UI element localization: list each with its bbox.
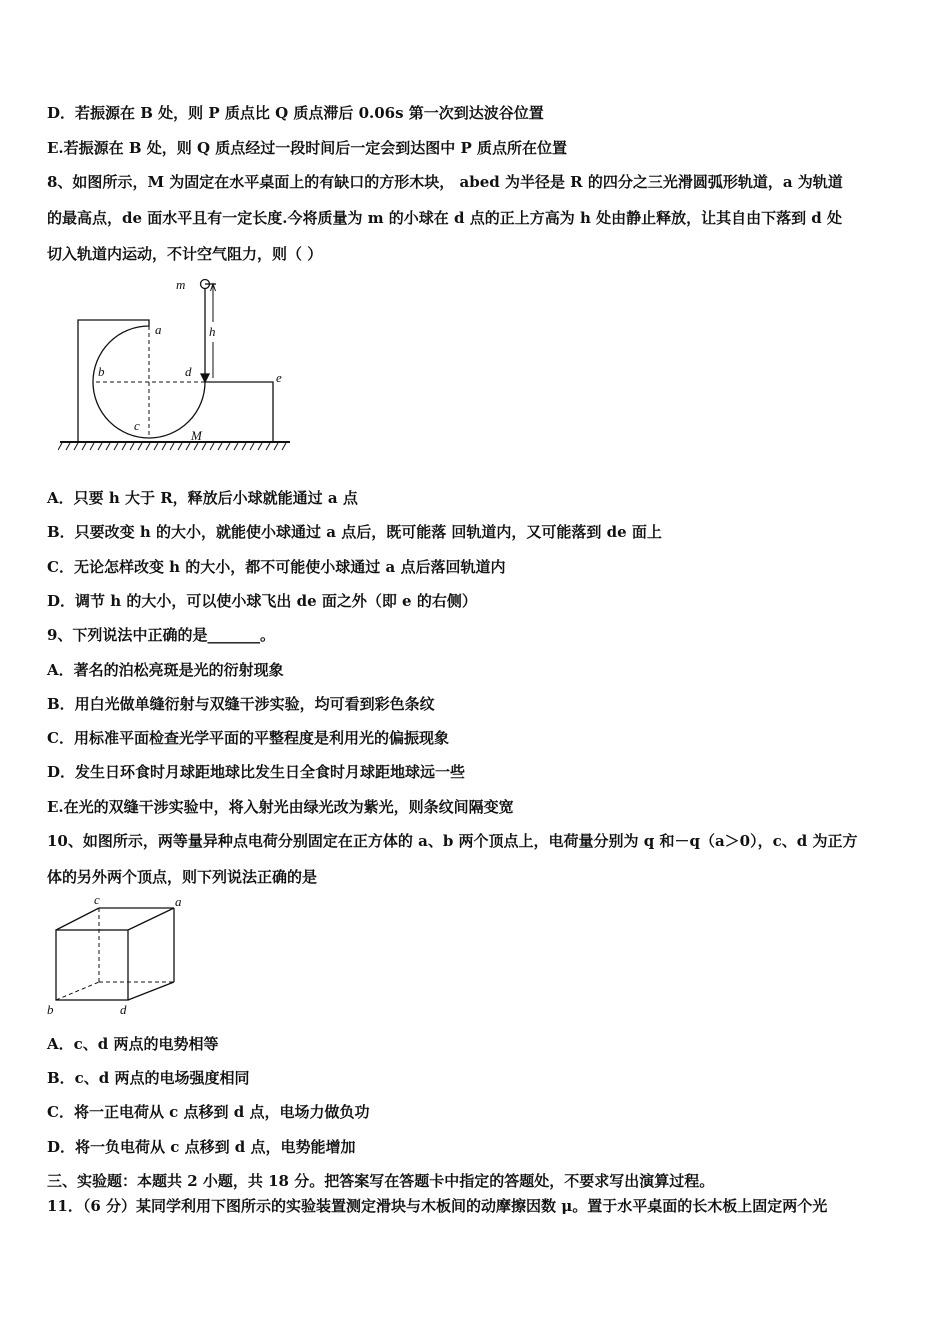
option-9e: E.在光的双缝干涉实验中，将入射光由绿光改为紫光，则条纹间隔变宽 (47, 798, 514, 816)
option-9b: B．用白光做单缝衍射与双缝干涉实验，均可看到彩色条纹 (47, 695, 435, 713)
option-9c: C．用标准平面检查光学平面的平整程度是利用光的偏振现象 (47, 729, 449, 747)
question-8-stem-1: 8、如图所示，M 为固定在水平桌面上的有缺口的方形木块， abed 为半径是 R 的四分之三光滑圆弧形轨道，a 为轨道 (47, 173, 843, 191)
label-h: h (209, 324, 216, 339)
option-8d: D．调节 h 的大小，可以使小球飞出 de 面之外（即 e 的右侧） (47, 592, 477, 610)
question-10-stem-2: 体的另外两个顶点，则下列说法正确的是 (47, 868, 318, 886)
option-8b: B．只要改变 h 的大小，就能使小球通过 a 点后，既可能落 回轨道内，又可能落到 de 面上 (47, 523, 662, 541)
option-10a: A．c、d 两点的电势相等 (47, 1035, 219, 1053)
question-11-stem: 11．（6 分）某同学利用下图所示的实验装置测定滑块与木板间的动摩擦因数 μ。置于水平桌面的长木板上固定两个光 (47, 1197, 828, 1215)
label-a: a (155, 322, 162, 337)
option-10c: C．将一正电荷从 c 点移到 d 点，电场力做负功 (47, 1103, 370, 1121)
figure-cube-diagram (44, 892, 204, 1028)
option-8c: C．无论怎样改变 h 的大小，都不可能使小球通过 a 点后落回轨道内 (47, 558, 506, 576)
label-e: e (276, 370, 282, 385)
option-8a: A．只要 h 大于 R，释放后小球就能通过 a 点 (47, 489, 358, 507)
option-10d: D．将一负电荷从 c 点移到 d 点，电势能增加 (47, 1138, 356, 1156)
label-c: c (134, 418, 140, 433)
question-8-stem-2: 的最高点，de 面水平且有一定长度.今将质量为 m 的小球在 d 点的正上方高为 h 处由静止释放，让其自由下落到 d 处 (47, 209, 843, 227)
section-3-heading: 三、实验题：本题共 2 小题，共 18 分。把答案写在答题卡中指定的答题处，不要求写出演算过程。 (47, 1172, 715, 1190)
option-7d: D．若振源在 B 处，则 P 质点比 Q 质点滞后 0.06s 第一次到达波谷位置 (47, 104, 544, 122)
question-8-stem-3: 切入轨道内运动，不计空气阻力，则（ ） (47, 245, 323, 263)
question-10-stem-1: 10、如图所示，两等量异种点电荷分别固定在正方体的 a、b 两个顶点上，电荷量分别为 q 和－q（a＞0），c、d 为正方 (47, 832, 858, 850)
label-b: b (98, 364, 105, 379)
cube-label-b: b (47, 1002, 54, 1017)
cube-label-c: c (94, 892, 100, 907)
label-M: M (191, 428, 202, 443)
option-9a: A．著名的泊松亮斑是光的衍射现象 (47, 661, 284, 679)
cube-label-a: a (175, 894, 182, 909)
figure-track-diagram (58, 272, 298, 464)
option-7e: E.若振源在 B 处，则 Q 质点经过一段时间后一定会到达图中 P 质点所在位置 (47, 139, 568, 157)
question-9-stem: 9、下列说法中正确的是_______。 (47, 626, 275, 644)
cube-label-d: d (120, 1002, 127, 1017)
option-9d: D．发生日环食时月球距地球比发生日全食时月球距地球远一些 (47, 763, 466, 781)
label-d: d (185, 364, 192, 379)
option-10b: B．c、d 两点的电场强度相同 (47, 1069, 250, 1087)
label-m: m (176, 277, 186, 292)
